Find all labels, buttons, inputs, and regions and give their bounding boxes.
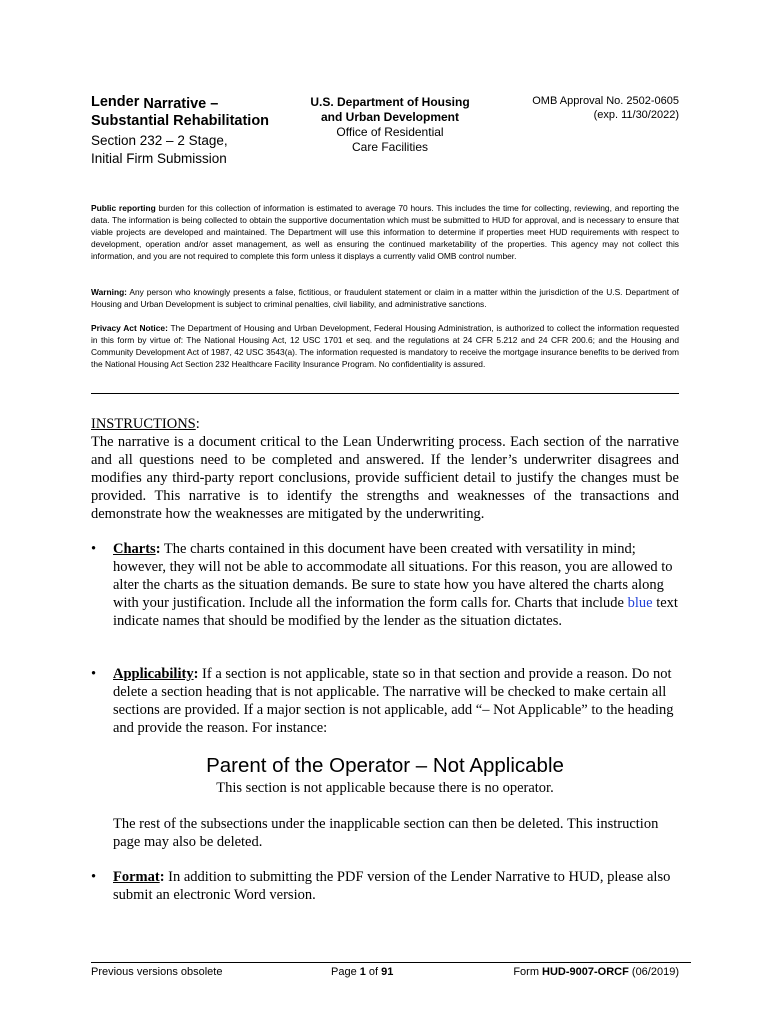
page-number [331,965,393,979]
section-divider [91,393,679,394]
privacy-act-label: Privacy Act Notice: [91,323,168,333]
form-date: (06/2019) [628,966,679,978]
omb-approval-block [490,94,679,122]
charts-blue-word: blue [627,595,653,611]
page-total: 91 [381,966,394,978]
format-label: Format [113,869,160,885]
bullet-icon: • [91,541,97,557]
omb-approval-number: OMB Approval No. 2502-0605 [532,95,679,107]
document-title-part1: Lender [91,94,140,110]
footer-obsolete-note: Previous versions obsolete [91,966,223,978]
charts-bullet [91,540,679,630]
bullet-icon: • [91,869,97,885]
agency-line1: U.S. Department of Housing [310,95,470,109]
page-of: of [365,966,382,978]
charts-text-end: text indicate names that should be modified by the lender as the situation dictates. [113,595,678,629]
agency-office-line2: Care Facilities [351,140,429,154]
format-bullet [91,868,679,904]
warning-label: Warning: [91,287,127,297]
format-colon: : [159,869,165,885]
form-number [513,965,679,979]
document-title-block [91,93,301,167]
instructions-body: The narrative is a document critical to the Lean Underwriting process. Each section of the narrative and all questions need to be completed and answered. If the lender’s underwriter disagrees and modifies any third-party report conclusions, provide sufficient detail to justify the changes must be provided. This narrative is to identify the strengths and weaknesses of the transactions and demonstrate how the weaknesses are mitigated by the underwriting. [91,434,679,522]
warning-notice [91,286,679,310]
instructions-heading: INSTRUCTIONS [91,416,196,432]
document-subtitle-line1: Section 232 – 2 Stage, [91,133,228,148]
public-reporting-label: Public reporting [91,203,156,213]
instructions-section [91,415,679,523]
charts-text: The charts contained in this document have been created with versatility in mind; however, they will not be able to accommodate all situations. For this reason, you are allowed to alter the charts as the situation demands. Be sure to state how you have altered the charts along with your justification. Include all the information the form calls for. Charts that include [113,541,673,611]
applicability-label: Applicability [113,666,194,682]
form-prefix: Form [513,966,543,978]
charts-colon: : [155,541,161,557]
instructions-heading-colon: : [195,416,200,432]
form-id: HUD-9007-ORCF [542,966,629,978]
format-text: In addition to submitting the PDF version of the Lender Narrative to HUD, please also submit an electronic Word version. [113,869,671,903]
applicability-text: If a section is not applicable, state so in that section and provide a reason. Do not delete a section heading that is not applicable. The narrative will be checked to make certain all sections are provided. If a major section is not applicable, add “– Not Applicable” to the heading and provide the reason. For instance: [113,666,674,736]
example-text: This section is not applicable because there is no operator. [216,780,554,796]
applicability-colon: : [193,666,199,682]
document-title-part2: Narrative – [143,96,219,112]
public-reporting-text: burden for this collection of information is estimated to average 70 hours. This includes the time for collecting, reviewing, and reporting the data. The information is being collected to obtain the supportive documentation which must be submitted to HUD for approval, and is necessary to ensure that viable projects are developed and maintained. The Department will use this information to determine if properties meet HUD requirements with respect to development, operation and/or asset management, as well as ensuring the continued marketability of the properties. This agency may not collect this information, and you are not required to complete this form unless it displays a currently valid OMB control number. [91,203,679,261]
public-reporting-notice [91,202,679,262]
document-title [91,93,301,112]
privacy-act-text: The Department of Housing and Urban Development, Federal Housing Administration, is authorized to collect the information requested in this form by virtue of: The National Housing Act, 12 USC 1701 et seq. and the regulations at 24 CFR 5.212 and 24 CFR 200.6; and the Housing and Community Development Act of 1987, 42 USC 3543(a). The information requested is mandatory to receive the mortgage insurance benefits to be derived from the National Housing Act Section 232 Healthcare Facility Insurance Program. No confidentiality is assured. [91,323,679,369]
bullet-icon: • [91,666,97,682]
applicability-bullet [91,665,679,737]
page-prefix: Page [331,966,360,978]
page-current: 1 [359,966,366,978]
agency-office-line1: Office of Residential [336,125,444,139]
document-subtitle-line2: Initial Firm Submission [91,151,227,166]
footer-divider [91,962,691,963]
example-heading: Parent of the Operator – Not Applicable [206,754,564,777]
page-footer [91,965,679,979]
charts-label: Charts [113,541,156,557]
document-title-line2: Substantial Rehabilitation [91,113,270,129]
privacy-act-notice [91,322,679,370]
agency-block [290,95,490,155]
omb-expiration: (exp. 11/30/2022) [593,109,679,121]
agency-line2: and Urban Development [320,110,460,124]
subsections-note: The rest of the subsections under the inapplicable section can then be deleted. This instruction page may also be deleted. [113,816,659,850]
warning-text: Any person who knowingly presents a false, fictitious, or fraudulent statement or claim in a matter within the jurisdiction of the U.S. Department of Housing and Urban Development is subject to criminal penalties, civil liability, and administrative sanctions. [91,287,679,309]
